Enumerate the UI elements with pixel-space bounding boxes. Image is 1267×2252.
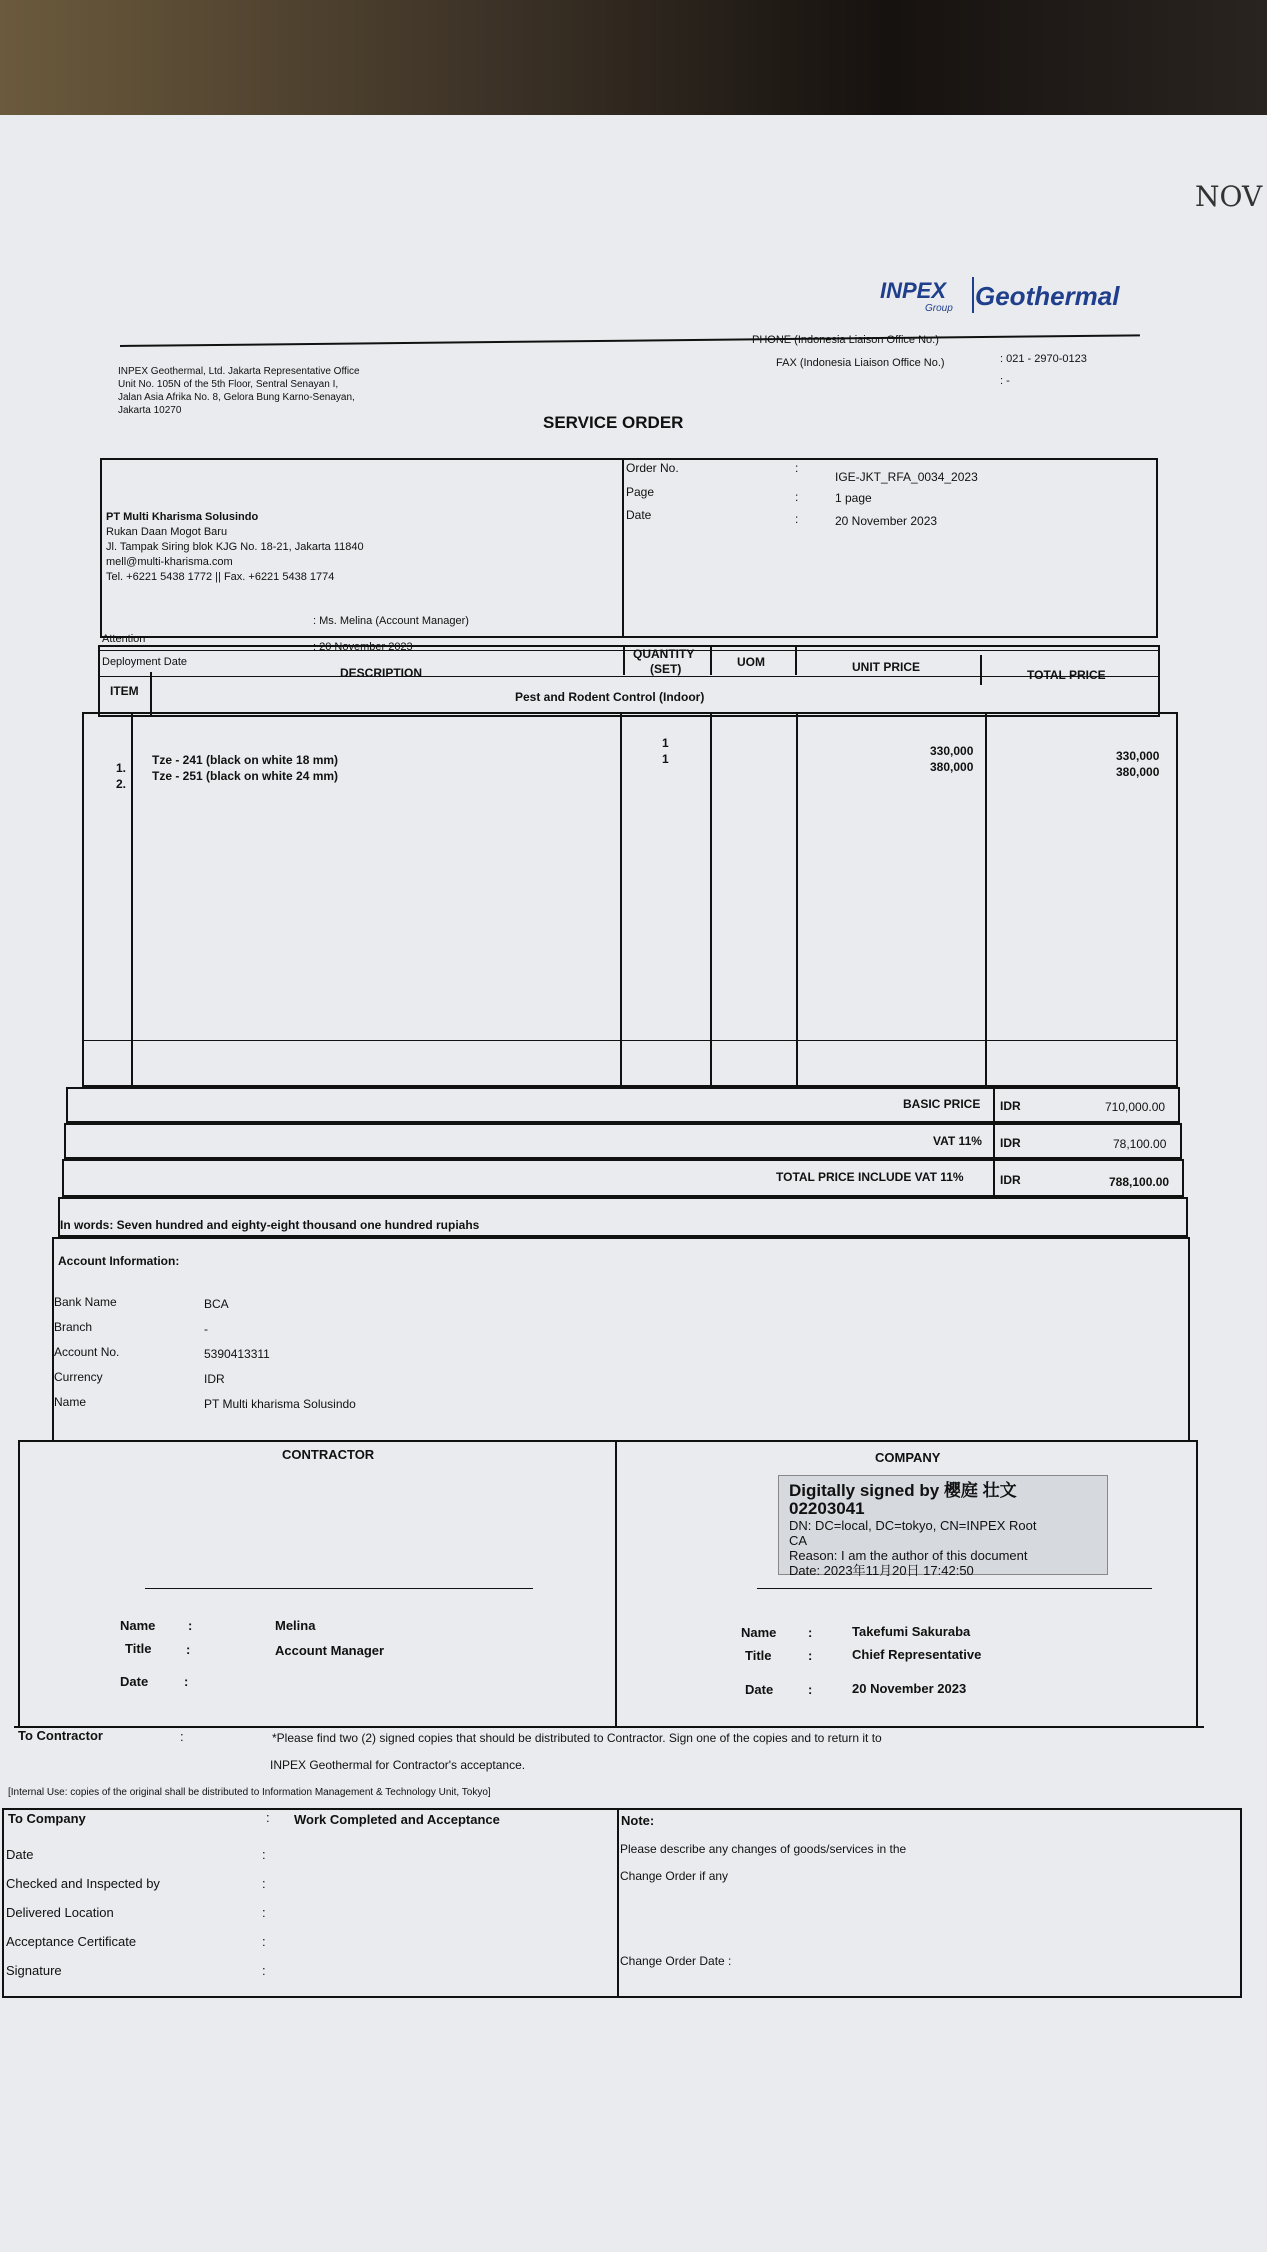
- account-value: IDR: [204, 1372, 225, 1386]
- in-words: In words: Seven hundred and eighty-eight thousand one hundred rupiahs: [60, 1218, 480, 1232]
- row-number: 2.: [116, 777, 127, 791]
- colon: :: [186, 1642, 191, 1657]
- fax-value: : -: [1000, 375, 1010, 387]
- attention-value: : Ms. Melina (Account Manager): [313, 615, 469, 627]
- section-title: Pest and Rodent Control (Indoor): [515, 690, 705, 704]
- col-divider: [795, 645, 797, 675]
- account-label: Currency: [54, 1370, 103, 1384]
- total-label: TOTAL PRICE INCLUDE VAT 11%: [776, 1170, 964, 1184]
- phone-label: PHONE (Indonesia Liaison Office No.): [752, 334, 939, 346]
- company-logo: [880, 275, 1140, 330]
- contractor-title-value: Account Manager: [275, 1643, 385, 1658]
- signature-line: Reason: I am the author of this document: [789, 1548, 1028, 1563]
- signature-line: 02203041: [789, 1499, 865, 1518]
- rule: [82, 1040, 1178, 1041]
- address-line: Jakarta 10270: [118, 405, 182, 416]
- rule: [14, 1726, 1204, 1728]
- vat-currency: IDR: [1000, 1136, 1021, 1150]
- row-total: 380,000: [1116, 765, 1160, 779]
- colon: :: [262, 1876, 266, 1891]
- col-divider: [620, 712, 622, 1087]
- colon: :: [180, 1729, 184, 1744]
- acceptance-field: Checked and Inspected by: [6, 1876, 160, 1891]
- contractor-title: CONTRACTOR: [282, 1447, 375, 1462]
- table-row-totals: [1116, 748, 1159, 780]
- note-line: Change Order if any: [620, 1869, 729, 1883]
- page-value: 1 page: [835, 491, 872, 505]
- table-row-unit-prices: [930, 743, 973, 775]
- col-quantity: QUANTITY: [633, 647, 695, 661]
- table-row-quantities: [662, 735, 669, 767]
- acceptance-divider: [617, 1808, 619, 1998]
- date-value: 20 November 2023: [835, 514, 938, 528]
- col-divider: [796, 712, 798, 1087]
- row-total: 330,000: [1116, 749, 1160, 763]
- acceptance-fields: [6, 1840, 160, 1985]
- to-contractor-label: To Contractor: [18, 1728, 103, 1743]
- acceptance-block: [2, 1808, 1242, 1998]
- account-values: [204, 1292, 356, 1417]
- basic-price-value: 710,000.00: [1105, 1100, 1166, 1114]
- contractor-note-line: *Please find two (2) signed copies that should be distributed to Contractor. Sign one of the copies and to return it to: [272, 1731, 882, 1745]
- fax-label: FAX (Indonesia Liaison Office No.): [776, 357, 945, 369]
- col-total-price: TOTAL PRICE: [1027, 668, 1106, 682]
- row-number: 1.: [116, 761, 127, 775]
- deployment-label: Deployment Date: [102, 656, 187, 668]
- order-no-value: IGE-JKT_RFA_0034_2023: [835, 470, 978, 484]
- deployment-value: : 20 November 2023: [313, 641, 413, 653]
- address-line: Unit No. 105N of the 5th Floor, Sentral Senayan I,: [118, 379, 339, 390]
- row-quantity: 1: [662, 736, 669, 750]
- account-label: Account No.: [54, 1345, 120, 1359]
- logo-geothermal: Geothermal: [975, 281, 1120, 311]
- signature-line: Digitally signed by 櫻庭 壮文: [789, 1481, 1017, 1500]
- company-title-value: Chief Representative: [852, 1647, 982, 1662]
- vendor-line: mell@multi-kharisma.com: [106, 556, 233, 568]
- contractor-name-label: Name: [120, 1618, 156, 1633]
- attention-label: Attention: [102, 633, 146, 645]
- col-divider: [980, 655, 982, 685]
- contractor-title-label: Title: [125, 1641, 152, 1656]
- colon: :: [262, 1847, 266, 1862]
- header-divider: [622, 458, 624, 638]
- company-date: 20 November 2023: [852, 1681, 967, 1696]
- colon: :: [262, 1963, 266, 1978]
- colon: :: [808, 1625, 813, 1640]
- table-row-numbers: [116, 760, 126, 792]
- account-value: BCA: [204, 1297, 229, 1311]
- vendor-block: [106, 510, 364, 585]
- acceptance-field: Signature: [6, 1963, 62, 1978]
- sender-address: [118, 365, 360, 417]
- account-label: Name: [54, 1395, 87, 1409]
- account-label: Branch: [54, 1320, 93, 1334]
- date-label: Date: [626, 508, 652, 522]
- to-company-label: To Company: [8, 1811, 86, 1826]
- signature-line: Date: 2023年11月20日 17:42:50: [789, 1563, 974, 1578]
- col-divider: [131, 712, 133, 1087]
- order-no-label: Order No.: [626, 461, 679, 475]
- account-value: 5390413311: [204, 1347, 270, 1361]
- rule: [98, 676, 1160, 677]
- col-divider: [985, 712, 987, 1087]
- total-currency: IDR: [1000, 1173, 1021, 1187]
- acceptance-colons: [262, 1840, 266, 1985]
- colon: :: [184, 1674, 189, 1689]
- note-line: Please describe any changes of goods/services in the: [620, 1842, 907, 1856]
- row-description: Tze - 241 (black on white 18 mm): [152, 753, 339, 767]
- colon: :: [795, 461, 799, 475]
- col-uom: UOM: [737, 655, 765, 669]
- handwritten-note: NOV: [1195, 180, 1263, 213]
- colon: :: [795, 512, 799, 526]
- table-header: [98, 645, 1160, 717]
- signature-line: DN: DC=local, DC=tokyo, CN=INPEX Root: [789, 1518, 1037, 1533]
- colon: :: [808, 1682, 813, 1697]
- change-order-date: Change Order Date :: [620, 1954, 732, 1968]
- acceptance-field: Date: [6, 1847, 34, 1862]
- vendor-line: Rukan Daan Mogot Baru: [106, 526, 228, 538]
- vendor-line: Tel. +6221 5438 1772 || Fax. +6221 5438 1774: [106, 571, 335, 583]
- phone-value: : 021 - 2970-0123: [1000, 353, 1087, 365]
- page-label: Page: [626, 485, 655, 499]
- contractor-signature-line: [145, 1588, 533, 1589]
- row-description: Tze - 251 (black on white 24 mm): [152, 769, 339, 783]
- company-title: COMPANY: [875, 1450, 941, 1465]
- basic-price-currency: IDR: [1000, 1099, 1021, 1113]
- contractor-date-label: Date: [120, 1674, 149, 1689]
- company-signature-line: [757, 1588, 1152, 1589]
- document-title: SERVICE ORDER: [543, 413, 684, 432]
- company-title-label: Title: [745, 1648, 772, 1663]
- company-name-label: Name: [741, 1625, 777, 1640]
- row-unit-price: 330,000: [930, 744, 974, 758]
- logo-divider: [972, 277, 974, 313]
- table-row-descriptions: [152, 752, 338, 784]
- address-line: INPEX Geothermal, Ltd. Jakarta Representative Office: [118, 366, 360, 377]
- colon: :: [188, 1618, 193, 1633]
- address-line: Jalan Asia Afrika No. 8, Gelora Bung Karno-Senayan,: [118, 392, 355, 403]
- signature-line: CA: [789, 1533, 808, 1548]
- vendor-name: PT Multi Kharisma Solusindo: [106, 511, 259, 523]
- basic-price-label: BASIC PRICE: [903, 1097, 981, 1111]
- company-date-label: Date: [745, 1682, 774, 1697]
- col-description: DESCRIPTION: [340, 666, 423, 680]
- col-divider: [993, 1087, 995, 1197]
- colon: :: [808, 1648, 813, 1663]
- internal-use-note: [Internal Use: copies of the original shall be distributed to Information Management & Technology Unit, Tokyo]: [8, 1787, 491, 1798]
- logo-group: Group: [925, 303, 953, 314]
- colon: :: [795, 490, 799, 504]
- col-unit-price: UNIT PRICE: [852, 660, 921, 674]
- vat-value: 78,100.00: [1113, 1137, 1167, 1151]
- acceptance-field: Delivered Location: [6, 1905, 114, 1920]
- account-title: Account Information:: [58, 1254, 180, 1268]
- contractor-name: Melina: [275, 1618, 316, 1633]
- col-divider: [710, 712, 712, 1087]
- vat-label: VAT 11%: [933, 1134, 982, 1148]
- account-labels: [54, 1290, 119, 1415]
- logo-inpex: INPEX: [880, 278, 947, 303]
- col-divider: [150, 672, 152, 717]
- acceptance-heading: Work Completed and Acceptance: [294, 1812, 500, 1827]
- col-divider: [623, 645, 625, 675]
- colon: :: [266, 1810, 270, 1825]
- row-quantity: 1: [662, 752, 669, 766]
- col-item: ITEM: [110, 684, 139, 698]
- note-label: Note:: [621, 1813, 655, 1828]
- acceptance-field: Acceptance Certificate: [6, 1934, 137, 1949]
- company-name: Takefumi Sakuraba: [852, 1624, 971, 1639]
- colon: :: [262, 1905, 266, 1920]
- digital-signature-stamp: [778, 1475, 1108, 1578]
- signature-divider: [615, 1440, 617, 1728]
- colon: :: [262, 1934, 266, 1949]
- account-value: -: [204, 1322, 208, 1336]
- contractor-note-line: INPEX Geothermal for Contractor's acceptance.: [270, 1758, 526, 1772]
- col-quantity-unit: (SET): [650, 662, 682, 676]
- account-value: PT Multi kharisma Solusindo: [204, 1397, 356, 1411]
- account-label: Bank Name: [54, 1295, 117, 1309]
- col-divider: [710, 645, 712, 675]
- row-unit-price: 380,000: [930, 760, 974, 774]
- vendor-line: Jl. Tampak Siring blok KJG No. 18-21, Jakarta 11840: [106, 541, 364, 553]
- total-value: 788,100.00: [1109, 1175, 1170, 1189]
